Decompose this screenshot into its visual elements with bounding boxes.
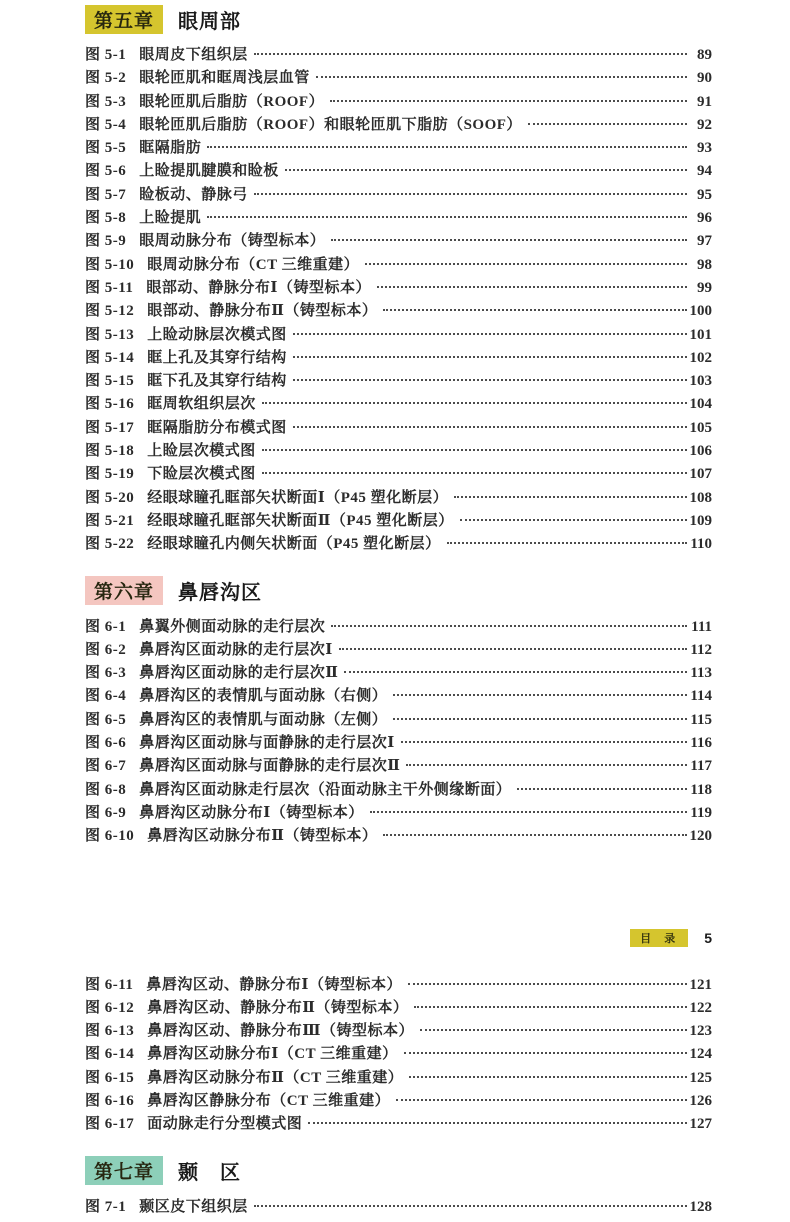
page-number: 118 [690,781,712,798]
toc-entry[interactable] [85,370,712,393]
figure-label: 图 6-11 [85,976,134,993]
figure-label: 图 6-15 [85,1069,135,1086]
entry-list [85,1196,712,1219]
figure-title: 经眼球瞳孔内侧矢状断面（P45 塑化断层） [147,536,441,553]
figure-label: 图 5-17 [85,419,135,436]
figure-title: 鼻唇沟区动脉分布Ⅱ（铸型标本） [147,828,378,845]
dot-leader [414,1006,686,1008]
page-number: 94 [697,163,712,180]
figure-title: 睑板动、静脉弓 [139,186,248,203]
toc-entry[interactable] [85,137,712,160]
figure-label: 图 5-9 [85,233,127,250]
figure-title: 眼轮匝肌后脂肪（ROOF） [139,93,325,110]
figure-title: 上睑动脉层次模式图 [147,326,287,343]
figure-label: 图 5-1 [85,47,127,63]
page-number: 93 [697,140,712,157]
dot-leader [316,76,687,78]
toc-entry[interactable] [85,533,712,556]
page-number: 109 [689,512,712,529]
dot-leader [293,379,687,381]
page-number: 98 [697,256,712,273]
toc-entry[interactable] [85,1067,712,1090]
page-number: 103 [689,373,712,390]
chapter-header [85,4,712,34]
dot-leader [262,449,687,451]
figure-label: 图 5-11 [85,279,134,296]
page-number: 97 [697,233,712,250]
figure-title: 鼻唇沟区面动脉的走行层次Ⅰ [139,641,333,658]
figure-title: 眼周动脉分布（铸型标本） [139,233,326,250]
chapter-badge: 第七章 [85,1156,163,1185]
figure-title: 颞区皮下组织层 [139,1198,248,1215]
figure-label: 图 5-2 [85,70,127,87]
figure-title: 鼻翼外侧面动脉的走行层次 [139,618,326,635]
figure-label: 图 6-8 [85,781,127,798]
page-number: 113 [690,665,712,682]
dot-leader [293,333,687,335]
figure-label: 图 5-18 [85,443,135,460]
figure-title: 鼻唇沟区动、静脉分布Ⅲ（铸型标本） [147,1023,415,1040]
toc-entry[interactable] [85,802,712,825]
figure-label: 图 6-10 [85,828,135,845]
toc-entry[interactable] [85,230,712,253]
dot-leader [447,542,687,544]
dot-leader [401,741,687,743]
toc-entry[interactable] [85,1196,712,1219]
dot-leader [404,1052,687,1054]
figure-title: 经眼球瞳孔眶部矢状断面Ⅱ（P45 塑化断层） [147,512,454,529]
page-number: 114 [690,688,712,705]
figure-title: 鼻唇沟区面动脉的走行层次Ⅱ [139,665,339,682]
chapter-badge: 第六章 [85,576,163,605]
figure-label: 图 6-5 [85,711,127,728]
figure-title: 眶下孔及其穿行结构 [147,373,287,390]
dot-leader [262,402,687,404]
page-number: 124 [689,1046,712,1063]
figure-title: 眼轮匝肌后脂肪（ROOF）和眼轮匝肌下脂肪（SOOF） [139,116,522,133]
dot-leader [331,239,687,241]
toc-entry[interactable] [85,1113,712,1136]
toc-entry[interactable] [85,440,712,463]
figure-title: 鼻唇沟区静脉分布（CT 三维重建） [147,1092,391,1109]
figure-label: 图 6-1 [85,618,127,635]
page-number: 106 [689,443,712,460]
figure-title: 鼻唇沟区动、静脉分布Ⅱ（铸型标本） [147,999,409,1016]
figure-title: 上睑提肌 [139,210,202,227]
toc-entry[interactable] [85,44,712,67]
figure-label: 图 5-13 [85,326,135,343]
figure-title: 鼻唇沟区动脉分布Ⅰ（铸型标本） [139,804,364,821]
page-number: 128 [689,1198,712,1215]
figure-title: 眶上孔及其穿行结构 [147,349,287,366]
page-number: 122 [689,999,712,1016]
page-number: 105 [689,419,712,436]
toc-entry[interactable] [85,755,712,778]
figure-label: 图 6-17 [85,1116,135,1133]
figure-title: 眶周软组织层次 [147,396,256,413]
figure-label: 图 5-21 [85,512,135,529]
dot-leader [308,1122,686,1124]
dot-leader [344,671,687,673]
page-number: 117 [690,758,712,775]
figure-title: 上睑提肌腱膜和睑板 [139,163,279,180]
figure-label: 图 5-6 [85,163,127,180]
dot-leader [393,694,687,696]
toc-entry[interactable] [85,1043,712,1066]
page-number: 123 [689,1023,712,1040]
dot-leader [293,426,687,428]
toc-entry[interactable] [85,300,712,323]
toc-entry[interactable] [85,510,712,533]
figure-label: 图 5-3 [85,93,127,110]
figure-label: 图 6-2 [85,641,127,658]
page-number: 120 [689,828,712,845]
figure-label: 图 6-12 [85,999,135,1016]
page-number: 96 [697,210,712,227]
figure-label: 图 5-7 [85,186,127,203]
page-number: 91 [697,93,712,110]
figure-label: 图 5-20 [85,489,135,506]
figure-title: 眶隔脂肪 [139,140,202,157]
page-number: 104 [689,396,712,413]
footer-toc-badge: 目 录 [630,929,688,947]
toc-entry[interactable] [85,685,712,708]
page-number: 107 [689,466,712,483]
page-footer [85,929,712,947]
dot-leader [207,216,687,218]
figure-label: 图 6-9 [85,804,127,821]
dot-leader [365,263,687,265]
page-number: 99 [697,279,712,296]
dot-leader [393,718,687,720]
page-number: 125 [689,1069,712,1086]
toc-entry[interactable] [85,732,712,755]
toc-entry[interactable] [85,393,712,416]
figure-title: 经眼球瞳孔眶部矢状断面Ⅰ（P45 塑化断层） [147,489,449,506]
figure-title: 鼻唇沟区动脉分布Ⅱ（CT 三维重建） [147,1069,404,1086]
figure-title: 鼻唇沟区的表情肌与面动脉（右侧） [139,688,388,705]
dot-leader [254,193,687,195]
figure-label: 图 6-14 [85,1046,135,1063]
chapter-title: 颞 区 [178,1162,242,1185]
figure-label: 图 5-16 [85,396,135,413]
figure-title: 眼周动脉分布（CT 三维重建） [147,256,360,273]
page-number: 115 [690,711,712,728]
chapter-badge: 第五章 [85,5,163,34]
dot-leader [254,53,687,55]
toc-entry[interactable] [85,463,712,486]
figure-label: 图 6-3 [85,665,127,682]
toc-entry[interactable] [85,662,712,685]
toc-entry[interactable] [85,974,712,997]
dot-leader [517,788,687,790]
dot-leader [396,1099,686,1101]
figure-label: 图 5-4 [85,116,127,133]
page-number: 112 [690,641,712,658]
page-number: 126 [689,1092,712,1109]
figure-label: 图 6-16 [85,1092,135,1109]
page-number: 121 [689,976,712,993]
dot-leader [383,309,686,311]
figure-title: 眼轮匝肌和眶周浅层血管 [139,70,310,87]
figure-label: 图 5-19 [85,466,135,483]
dot-leader [285,169,687,171]
dot-leader [454,496,686,498]
page-number: 102 [689,349,712,366]
page-number: 127 [689,1116,712,1133]
dot-leader [207,146,687,148]
page-number: 100 [689,303,712,320]
figure-title: 鼻唇沟区动、静脉分布Ⅰ（铸型标本） [146,976,402,993]
page-number: 119 [690,804,712,821]
toc-entry[interactable] [85,254,712,277]
figure-title: 眼部动、静脉分布Ⅱ（铸型标本） [147,303,378,320]
entry-list [85,44,712,557]
figure-title: 鼻唇沟区面动脉与面静脉的走行层次Ⅱ [139,758,401,775]
dot-leader [528,123,687,125]
dot-leader [331,625,687,627]
figure-label: 图 7-1 [85,1198,127,1215]
dot-leader [377,286,687,288]
toc-entry[interactable] [85,709,712,732]
figure-title: 眼周皮下组织层 [139,47,248,63]
figure-title: 鼻唇沟区动脉分布Ⅰ（CT 三维重建） [147,1046,398,1063]
toc-entry[interactable] [85,779,712,802]
toc-entry[interactable] [85,825,712,848]
dot-leader [293,356,687,358]
toc-entry[interactable] [85,114,712,137]
figure-title: 鼻唇沟区面动脉走行层次（沿面动脉主干外侧缘断面） [139,781,512,798]
toc-entry[interactable] [85,91,712,114]
page-number: 108 [689,489,712,506]
figure-label: 图 6-7 [85,758,127,775]
figure-title: 上睑层次模式图 [147,443,256,460]
toc-entry[interactable] [85,997,712,1020]
figure-label: 图 5-15 [85,373,135,390]
dot-leader [383,834,686,836]
chapter-header [85,1156,712,1186]
figure-label: 图 6-6 [85,735,127,752]
figure-label: 图 6-13 [85,1023,135,1040]
page-number: 101 [689,326,712,343]
chapter-header [85,576,712,606]
page-number: 90 [697,70,712,87]
dot-leader [409,1076,686,1078]
toc-entry[interactable] [85,324,712,347]
toc-entry[interactable] [85,487,712,510]
entry-list [85,974,712,1137]
toc-entry[interactable] [85,67,712,90]
chapter-title: 鼻唇沟区 [178,582,263,605]
toc-entry[interactable] [85,184,712,207]
page-number: 95 [697,186,712,203]
page-number: 111 [691,618,712,635]
toc-entry[interactable] [85,207,712,230]
toc-entry[interactable] [85,639,712,662]
toc-entry[interactable] [85,160,712,183]
figure-label: 图 5-5 [85,140,127,157]
dot-leader [420,1029,686,1031]
figure-label: 图 5-10 [85,256,135,273]
figure-label: 图 5-14 [85,349,135,366]
dot-leader [460,519,687,521]
dot-leader [339,648,687,650]
figure-title: 眶隔脂肪分布模式图 [147,419,287,436]
chapter-title: 眼周部 [178,10,242,33]
dot-leader [330,100,687,102]
figure-title: 鼻唇沟区面动脉与面静脉的走行层次Ⅰ [139,735,395,752]
toc-entry[interactable] [85,616,712,639]
toc-entry[interactable] [85,417,712,440]
dot-leader [262,472,687,474]
figure-label: 图 5-12 [85,303,135,320]
toc-entry[interactable] [85,277,712,300]
figure-label: 图 5-8 [85,210,127,227]
page-number: 116 [690,735,712,752]
page-number: 110 [690,536,712,553]
figure-title: 下睑层次模式图 [147,466,256,483]
dot-leader [406,764,687,766]
entry-list [85,616,712,849]
dot-leader [408,983,687,985]
page-number: 92 [697,116,712,133]
footer-page-number: 5 [704,929,712,946]
figure-label: 图 6-4 [85,688,127,705]
toc-entry[interactable] [85,347,712,370]
toc-entry[interactable] [85,1090,712,1113]
figure-title: 眼部动、静脉分布Ⅰ（铸型标本） [146,279,371,296]
figure-title: 面动脉走行分型模式图 [147,1116,303,1133]
dot-leader [254,1205,687,1207]
dot-leader [370,811,687,813]
figure-label: 图 5-22 [85,536,135,553]
toc-entry[interactable] [85,1020,712,1043]
figure-title: 鼻唇沟区的表情肌与面动脉（左侧） [139,711,388,728]
page-number: 89 [697,47,712,63]
